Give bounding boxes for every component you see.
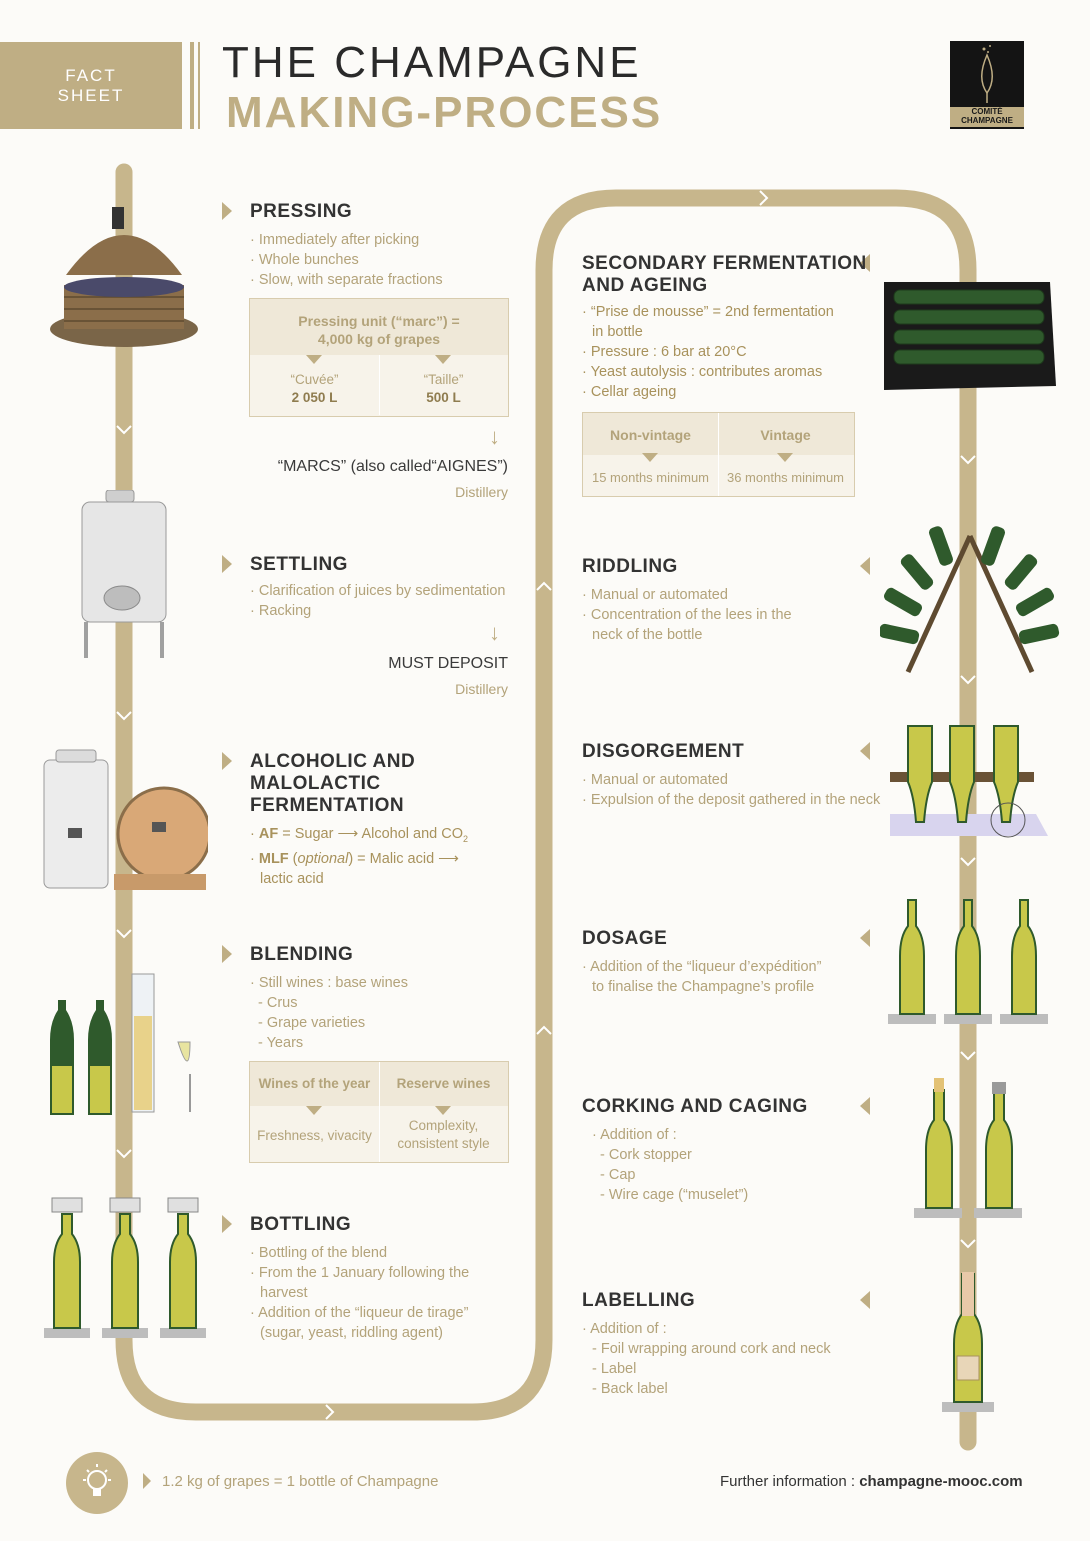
logo-line-2: CHAMPAGNE [961, 116, 1013, 125]
pressing-arrow-icon [222, 202, 232, 220]
corking-bullets [592, 1125, 748, 1205]
vintage-head: Vintage [760, 427, 811, 443]
secondary-bullet-4: · Cellar ageing [582, 384, 677, 400]
settling-bullet-1: · Clarification of juices by sedimentation [250, 583, 506, 599]
pressing-bullet-2: · Whole bunches [250, 252, 359, 268]
wines-of-year-head: Wines of the year [258, 1076, 371, 1091]
riddling-bullet-2: · Concentration of the lees in the [582, 607, 792, 623]
bottling-bullet-2-cont: harvest [260, 1285, 308, 1301]
pressing-unit-table [249, 298, 509, 417]
disgorgement-bullet-1: · Manual or automated [582, 772, 728, 788]
cuvee-cell: “Cuvée” 2 050 L [290, 372, 339, 405]
secondary-bullet-1: · “Prise de mousse” = 2nd fermentation [582, 304, 834, 320]
blending-sub-3: - Years [258, 1035, 304, 1051]
pressing-bullet-3: · Slow, with separate fractions [250, 272, 443, 288]
labelling-sub-1: - Foil wrapping around cork and neck [592, 1341, 831, 1357]
blending-title: BLENDING [250, 944, 354, 965]
dosage-bullet-1: · Addition of the “liqueur d’expédition” [582, 959, 822, 975]
bottling-title: BOTTLING [250, 1214, 352, 1235]
bottling-bullets [250, 1243, 469, 1343]
blending-sub-2: - Grape varieties [258, 1015, 366, 1031]
labelling-bullet: · Addition of : [582, 1321, 667, 1337]
bottling-bullet-2: · From the 1 January following the [250, 1265, 470, 1281]
further-info [720, 1473, 1023, 1490]
further-info-link[interactable]: champagne-mooc.com [859, 1473, 1023, 1490]
must-deposit-label: MUST DEPOSIT [388, 655, 508, 672]
corking-title: CORKING AND CAGING [582, 1096, 808, 1117]
bottling-machine-icon [40, 1192, 210, 1342]
down-arrow-icon: ↓ [489, 424, 500, 449]
page-title-line-2: MAKING-PROCESS [226, 88, 663, 137]
bottling-arrow-icon [222, 1215, 232, 1233]
taille-cell: “Taille” 500 L [423, 372, 464, 405]
labelling-title: LABELLING [582, 1290, 696, 1311]
secondary-title: SECONDARY FERMENTATION AND AGEING [582, 253, 867, 296]
fermentation-arrow-icon [222, 752, 232, 770]
secondary-bullet-3: · Yeast autolysis : contributes aromas [582, 364, 823, 380]
pressing-title: PRESSING [250, 201, 353, 222]
wines-of-year-arrow-icon [306, 1106, 322, 1115]
settling-arrow-icon [222, 555, 232, 573]
disgorgement-rack-icon [886, 722, 1052, 842]
fermentation-title: ALCOHOLIC AND MALOLACTIC FERMENTATION [250, 751, 416, 816]
lightbulb-icon [66, 1452, 128, 1514]
mlf-line-2: lactic acid [260, 871, 324, 887]
wine-press-icon [46, 205, 202, 350]
disgorgement-arrow-icon [860, 742, 870, 760]
corking-sub-2: - Cap [600, 1167, 636, 1183]
tag-line-1: FACT [65, 65, 117, 85]
labelled-bottle-icon [938, 1268, 998, 1416]
reserve-wines-value: Complexity, consistent style [397, 1118, 490, 1151]
disgorgement-bullet-2: · Expulsion of the deposit gathered in the neck [582, 792, 881, 808]
blending-bullet: · Still wines : base wines [250, 975, 408, 991]
footer-arrow-icon [143, 1473, 151, 1489]
corking-bullet: · Addition of : [592, 1127, 677, 1143]
riddling-bullets [582, 585, 792, 645]
blending-sub-1: - Crus [258, 995, 298, 1011]
wines-of-year-value: Freshness, vivacity [257, 1128, 372, 1143]
mlf-line: · MLF (optional) = Malic acid ⟶ [250, 851, 459, 867]
pressing-distillery: Distillery [455, 484, 508, 500]
riddling-title: RIDDLING [582, 556, 678, 577]
tag-line-2: SHEET [57, 85, 125, 105]
bottling-bullet-1: · Bottling of the blend [250, 1245, 388, 1261]
page-title-line-1: THE CHAMPAGNE [222, 38, 642, 87]
disgorgement-title: DISGORGEMENT [582, 741, 745, 762]
vintage-arrow-icon [777, 453, 793, 462]
af-line: · AF = Sugar ⟶ Alcohol and $CO_2$ [250, 826, 469, 844]
riddling-bullet-2-cont: neck of the bottle [592, 627, 703, 643]
logo-line-1: COMITÉ [971, 107, 1003, 116]
dosage-bullet-1-cont: to finalise the Champagne’s profile [592, 979, 815, 995]
corked-bottles-icon [910, 1074, 1026, 1220]
pressing-bullets [250, 230, 443, 290]
riddling-rack-icon [880, 522, 1060, 674]
bottling-bullet-3-cont: (sugar, yeast, riddling agent) [260, 1325, 443, 1341]
blending-table [249, 1061, 509, 1163]
reserve-wines-arrow-icon [435, 1106, 451, 1115]
blending-arrow-icon [222, 945, 232, 963]
dosage-bottles-icon [884, 896, 1052, 1028]
labelling-arrow-icon [860, 1291, 870, 1309]
dosage-bullets [582, 957, 821, 997]
riddling-bullet-1: · Manual or automated [582, 587, 728, 603]
dosage-arrow-icon [860, 929, 870, 947]
blending-bottles-icon [40, 970, 210, 1120]
labelling-bullets [582, 1319, 831, 1399]
vintage-value: 36 months minimum [726, 470, 845, 485]
pressing-bullet-1: · Immediately after picking [250, 232, 420, 248]
steel-tank-icon [78, 490, 170, 660]
riddling-arrow-icon [860, 557, 870, 575]
settling-distillery: Distillery [455, 681, 508, 697]
down-arrow-icon: ↓ [489, 620, 500, 645]
secondary-bullet-2: · Pressure : 6 bar at 20°C [582, 344, 747, 360]
corking-sub-3: - Wire cage (“muselet”) [600, 1187, 749, 1203]
labelling-sub-2: - Label [592, 1361, 637, 1377]
dosage-title: DOSAGE [582, 928, 668, 949]
lightbulb-badge [66, 1452, 128, 1514]
corking-arrow-icon [860, 1097, 870, 1115]
settling-title: SETTLING [250, 554, 348, 575]
cuvee-arrow-icon [306, 355, 322, 364]
settling-bullet-2: · Racking [250, 603, 312, 619]
pressing-unit-head: Pressing unit (“marc”) = 4,000 kg of grapes [298, 313, 460, 347]
corking-sub-1: - Cork stopper [600, 1147, 692, 1163]
fermentation-vats-icon [40, 748, 208, 893]
disgorgement-bullets [582, 770, 880, 810]
taille-arrow-icon [435, 355, 451, 364]
marcs-label: “MARCS” (also called“AIGNES”) [277, 458, 508, 475]
ageing-table [582, 412, 855, 497]
reserve-wines-head: Reserve wines [396, 1076, 491, 1091]
settling-bullets [250, 581, 505, 621]
further-info-label: Further information : [720, 1473, 860, 1490]
blending-bullets [250, 973, 408, 1053]
cellar-bottles-icon [880, 278, 1058, 394]
non-vintage-value: 15 months minimum [591, 470, 710, 485]
labelling-sub-3: - Back label [592, 1381, 668, 1397]
bottling-bullet-3: · Addition of the “liqueur de tirage” [250, 1305, 469, 1321]
secondary-bullets [582, 302, 834, 402]
non-vintage-head: Non-vintage [610, 427, 691, 443]
non-vintage-arrow-icon [642, 453, 658, 462]
footer-note: 1.2 kg of grapes = 1 bottle of Champagne [162, 1473, 439, 1490]
secondary-bullet-1-cont: in bottle [592, 324, 643, 340]
